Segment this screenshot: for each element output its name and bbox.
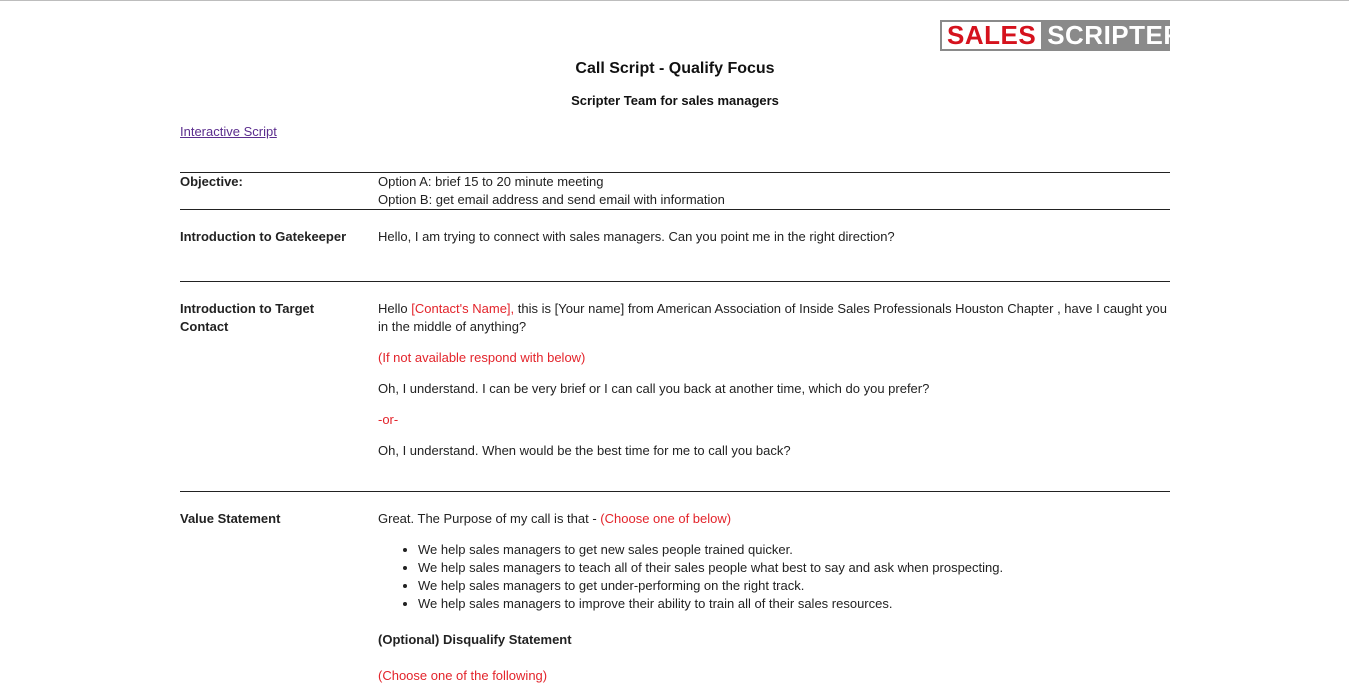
value-statement-label: Value Statement [180, 511, 281, 526]
or-separator: -or- [378, 412, 399, 427]
value-bullet: • We help sales managers to get under-performing on the right track. [418, 577, 1170, 595]
value-choose-note: (Choose one of below) [600, 511, 732, 526]
value-bullet: • We help sales managers to improve their ability to train all of their sales resources. [418, 595, 1170, 613]
page-subtitle: Scripter Team for sales managers [571, 93, 779, 108]
objective-label: Objective: [180, 174, 243, 189]
logo-part-scripter: SCRIPTER [1047, 20, 1183, 50]
value-statement-intro [378, 510, 1170, 528]
gatekeeper-text: Hello, I am trying to connect with sales managers. Can you point me in the right direction? [378, 229, 895, 244]
page-title: Call Script - Qualify Focus [575, 60, 775, 77]
target-contact-intro [378, 300, 1170, 336]
disqualify-choose-note: (Choose one of the following) [378, 668, 548, 683]
disqualify-heading: (Optional) Disqualify Statement [378, 632, 572, 647]
interactive-script-link[interactable]: Interactive Script [180, 124, 277, 139]
intro-suffix: this is [Your name] from American Association of Inside Sales Professionals Houston Chapter , have I caught you in the middle of anything? [378, 301, 1167, 334]
target-contact-label: Introduction to Target Contact [180, 301, 315, 334]
intro-prefix: Hello [378, 301, 412, 316]
value-bullet: • We help sales managers to get new sales people trained quicker. [418, 541, 1170, 559]
contact-name-placeholder: [Contact's Name], [411, 301, 515, 316]
section-divider [180, 491, 1170, 492]
value-statement-list [378, 541, 1170, 613]
value-intro-text: Great. The Purpose of my call is that - [378, 511, 601, 526]
reply-option-1: Oh, I understand. I can be very brief or I can call you back at another time, which do you prefer? [378, 381, 930, 396]
top-border [0, 0, 1349, 1]
logo-part-sales: SALES [942, 22, 1041, 49]
gatekeeper-label: Introduction to Gatekeeper [180, 229, 347, 244]
value-bullet: • We help sales managers to teach all of their sales people what best to say and ask when prospecting. [418, 559, 1170, 577]
section-divider [180, 209, 1170, 210]
sales-scripter-logo [940, 20, 1183, 51]
reply-option-2: Oh, I understand. When would be the best time for me to call you back? [378, 443, 791, 458]
section-divider [180, 281, 1170, 282]
objective-content [378, 173, 1170, 209]
not-available-note: (If not available respond with below) [378, 350, 586, 365]
objective-option-a: Option A: brief 15 to 20 minute meeting [378, 174, 604, 189]
objective-option-b: Option B: get email address and send email with information [378, 192, 725, 207]
